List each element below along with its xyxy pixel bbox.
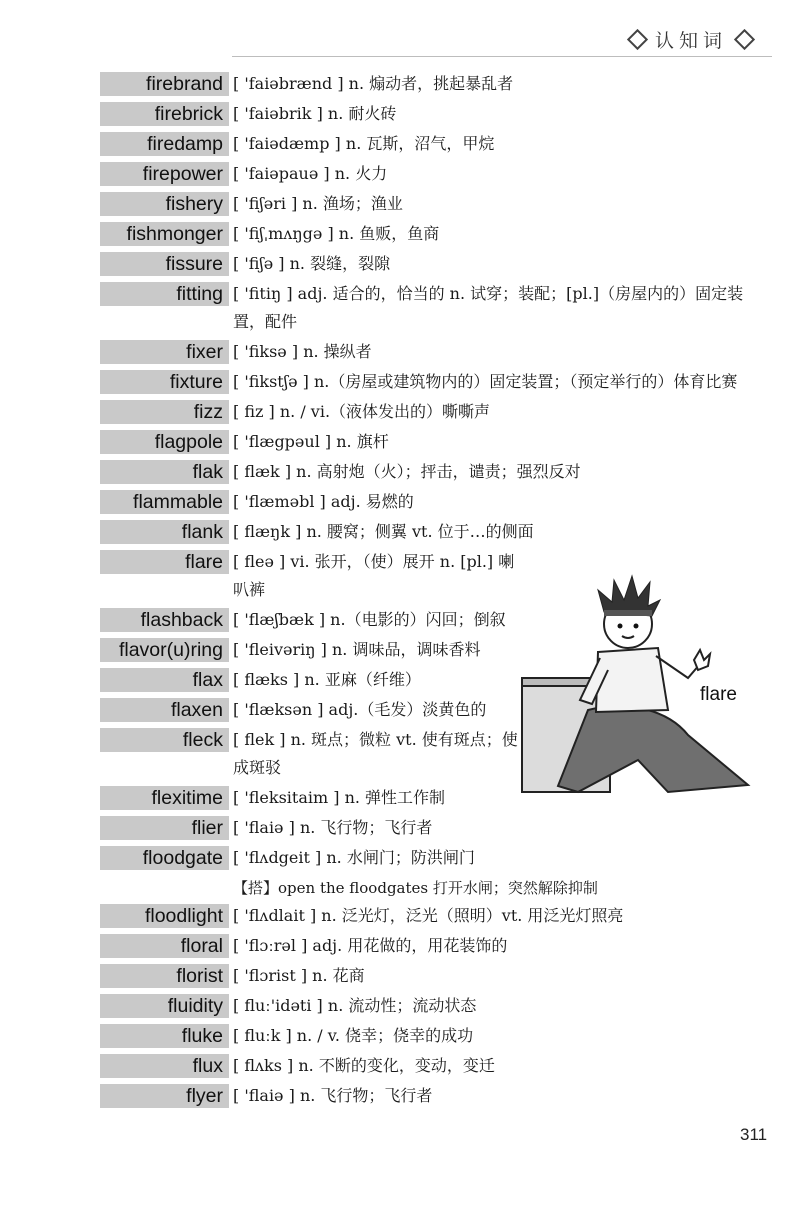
entry-firebrand [0,72,800,98]
header-divider [232,56,772,57]
entry-fitting [0,282,800,336]
headword: flare [100,550,229,574]
entry-florist [0,964,800,990]
entry-flyer [0,1084,800,1110]
definition: [ 'faiəbrænd ] n. 煽动者，挑起暴乱者 [233,74,514,93]
headword: fluidity [100,994,229,1018]
definition: [ 'faiəbrik ] n. 耐火砖 [233,104,397,123]
section-title [626,26,756,53]
headword: firebrick [100,102,229,126]
boy-in-flared-trousers-illustration [518,560,758,800]
headword: flashback [100,608,229,632]
definition: [ flʌks ] n. 不断的变化，变动，变迁 [233,1056,495,1075]
definition: [ 'fiʃəri ] n. 渔场；渔业 [233,194,403,213]
entry-fissure [0,252,800,278]
entry-flagpole [0,430,800,456]
definition: [ fleə ] vi. 张开，（使）展开 n. [pl.] 喇叭裤 [233,552,515,599]
headword: fitting [100,282,229,306]
entry-firepower [0,162,800,188]
definition: [ flæŋk ] n. 腰窝；侧翼 vt. 位于…的侧面 [233,522,534,541]
headword: firedamp [100,132,229,156]
headword: fishery [100,192,229,216]
headband [604,610,652,616]
headword: fluke [100,1024,229,1048]
definition: [ 'fiʃˌmʌŋgə ] n. 鱼贩，鱼商 [233,224,440,243]
definition: [ 'flɔːrəl ] adj. 用花做的，用花装饰的 [233,936,508,955]
headword: flux [100,1054,229,1078]
definition: [ fluːk ] n. / v. 侥幸；侥幸的成功 [233,1026,474,1045]
headword: flax [100,668,229,692]
entry-fishery [0,192,800,218]
definition: [ flek ] n. 斑点；微粒 vt. 使有斑点；使成斑驳 [233,730,518,777]
entry-firedamp [0,132,800,158]
definition: [ 'flʌdlait ] n. 泛光灯，泛光（照明）vt. 用泛光灯照亮 [233,906,624,925]
flared-trousers [558,706,748,792]
entry-firebrick [0,102,800,128]
entry-flux [0,1054,800,1080]
definition: [ 'fiksə ] n. 操纵者 [233,342,372,361]
definition: [ 'fiʃə ] n. 裂缝，裂隙 [233,254,391,273]
headword: florist [100,964,229,988]
headword: flagpole [100,430,229,454]
entry-fluke [0,1024,800,1050]
entry-floodgate [0,846,800,872]
headword: flammable [100,490,229,514]
headword: flexitime [100,786,229,810]
entry-floral [0,934,800,960]
definition: [ 'flæksən ] adj.（毛发）淡黄色的 [233,700,487,719]
entry-fizz [0,400,800,426]
headword: flaxen [100,698,229,722]
definition: [ 'fikstʃə ] n.（房屋或建筑物内的）固定装置；（预定举行的）体育比赛 [233,372,738,391]
definition: [ 'flʌdgeit ] n. 水闸门；防洪闸门 [233,848,475,867]
section-title-text: 认知词 [654,30,727,52]
entry-flammable [0,490,800,516]
definition: [ 'flaiə ] n. 飞行物；飞行者 [233,1086,433,1105]
hand [694,650,710,670]
entry-flier [0,816,800,842]
entry-flak [0,460,800,486]
headword: flak [100,460,229,484]
headword: flavor(u)ring [100,638,229,662]
definition: [ 'faiəpauə ] n. 火力 [233,164,388,183]
entry-fixture [0,370,800,396]
definition: [ 'fitiŋ ] adj. 适合的，恰当的 n. 试穿；装配；[pl.]（房屋内的）固定装置，配件 [233,284,744,331]
headword: fixer [100,340,229,364]
headword: fishmonger [100,222,229,246]
definition: [ 'flɔrist ] n. 花商 [233,966,365,985]
headword: floodgate [100,846,229,870]
entry-floodlight [0,904,800,930]
headword: firebrand [100,72,229,96]
page-number: 311 [740,1125,768,1144]
definition: [ 'flægpəul ] n. 旗杆 [233,432,389,451]
entry-fishmonger [0,222,800,248]
entry-flank [0,520,800,546]
definition: [ 'fleivəriŋ ] n. 调味品，调味香料 [233,640,481,659]
eye [618,624,623,629]
definition: [ 'flæməbl ] adj. 易燃的 [233,492,414,511]
collocation-note: 【搭】open the floodgates 打开水闸；突然解除抑制 [233,879,598,897]
definition: [ 'flæʃbæk ] n.（电影的）闪回；倒叙 [233,610,506,629]
definition: [ 'faiədæmp ] n. 瓦斯，沼气，甲烷 [233,134,495,153]
definition: [ 'fleksitaim ] n. 弹性工作制 [233,788,446,807]
headword: fizz [100,400,229,424]
entry-fixer [0,340,800,366]
definition: [ flæks ] n. 亚麻（纤维） [233,670,421,689]
headword: flier [100,816,229,840]
headword: firepower [100,162,229,186]
definition: [ 'flaiə ] n. 飞行物；飞行者 [233,818,433,837]
definition: [ fluː'idəti ] n. 流动性；流动状态 [233,996,477,1015]
headword: fissure [100,252,229,276]
headword: flank [100,520,229,544]
page-header [0,0,800,70]
entry-fluidity [0,994,800,1020]
eye [634,624,639,629]
diamond-icon [734,29,755,50]
definition: [ flæk ] n. 高射炮（火）；抨击，谴责；强烈反对 [233,462,581,481]
headword: floral [100,934,229,958]
definition: [ fiz ] n. / vi.（液体发出的）嘶嘶声 [233,402,491,421]
headword: fixture [100,370,229,394]
headword: flyer [100,1084,229,1108]
headword: fleck [100,728,229,752]
illustration-caption: flare [700,684,737,705]
headword: floodlight [100,904,229,928]
diamond-icon [627,29,648,50]
